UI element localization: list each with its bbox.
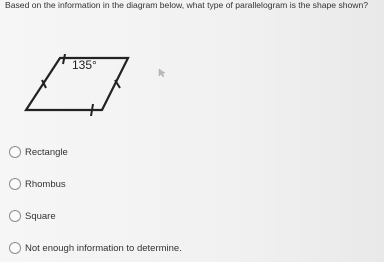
radio-button[interactable] <box>9 146 21 158</box>
radio-button[interactable] <box>9 178 21 190</box>
choice-rhombus[interactable] <box>9 177 66 191</box>
choice-rectangle[interactable] <box>9 145 68 159</box>
choice-label: Rhombus <box>25 178 66 190</box>
question-text: Based on the information in the diagram below, what type of parallelogram is the shape shown? <box>5 0 369 10</box>
radio-button[interactable] <box>9 210 21 222</box>
radio-button[interactable] <box>9 242 21 254</box>
parallelogram-diagram <box>22 54 142 116</box>
choice-label: Rectangle <box>25 146 68 158</box>
choice-label: Square <box>25 210 56 222</box>
choice-label: Not enough information to determine. <box>25 242 182 254</box>
tick-mark-bottom <box>91 104 93 116</box>
angle-label: 135° <box>72 58 97 72</box>
choice-square[interactable] <box>9 209 56 223</box>
mouse-cursor-icon <box>158 68 166 78</box>
tick-mark-top <box>63 54 65 64</box>
choice-not-enough-information[interactable] <box>9 241 182 255</box>
